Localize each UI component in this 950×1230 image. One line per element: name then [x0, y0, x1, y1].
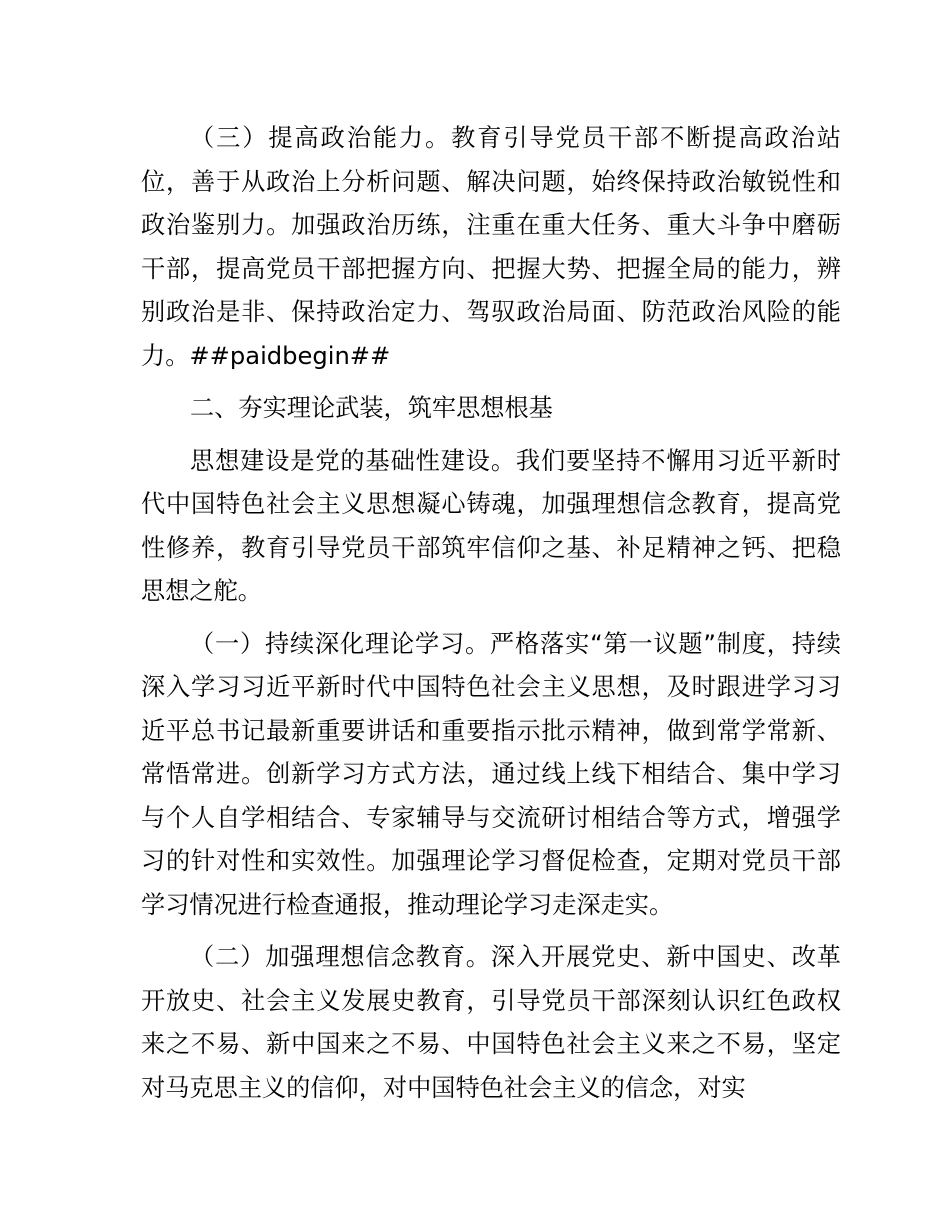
section-heading-theory: 二、夯实理论武装，筑牢思想根基: [190, 394, 553, 422]
paragraph-ideological-building: 思想建设是党的基础性建设。我们要坚持不懈用习近平新时代中国特色社会主义思想凝心铸魂，加强理想信念教育，提高党性修养，教育引导党员干部筑牢信仰之基、补足精神之钙、把稳思想之舵。: [141, 446, 841, 605]
document-body: [141, 117, 841, 1110]
paragraph-deepen-theory-study: （一）持续深化理论学习。严格落实“第一议题”制度，持续深入学习习近平新时代中国特色社会主义思想，及时跟进学习习近平总书记最新重要讲话和重要指示批示精神，做到常学常新、常悟常进。创新学习方式方法，通过线上线下相结合、集中学习与个人自学相结合、专家辅导与交流研讨相结合等方式，增强学习的针对性和实效性。加强理论学习督促检查，定期对党员干部学习情况进行检查通报，推动理论学习走深走实。: [141, 629, 841, 919]
paragraph-improve-political-ability: （三）提高政治能力。教育引导党员干部不断提高政治站位，善于从政治上分析问题、解决问题，始终保持政治敏锐性和政治鉴别力。加强政治历练，注重在重大任务、重大斗争中磨砺干部，提高党员干部把握方向、把握大势、把握全局的能力，辨别政治是非、保持政治定力、驾驭政治局面、防范政治风险的能力。##paidbegin##: [141, 124, 841, 370]
paragraph-ideals-beliefs-education: （二）加强理想信念教育。深入开展党史、新中国史、改革开放史、社会主义发展史教育，引导党员干部深刻认识红色政权来之不易、新中国来之不易、中国特色社会主义来之不易，坚定对马克思主义的信仰，对中国特色社会主义的信念，对实: [141, 943, 841, 1102]
